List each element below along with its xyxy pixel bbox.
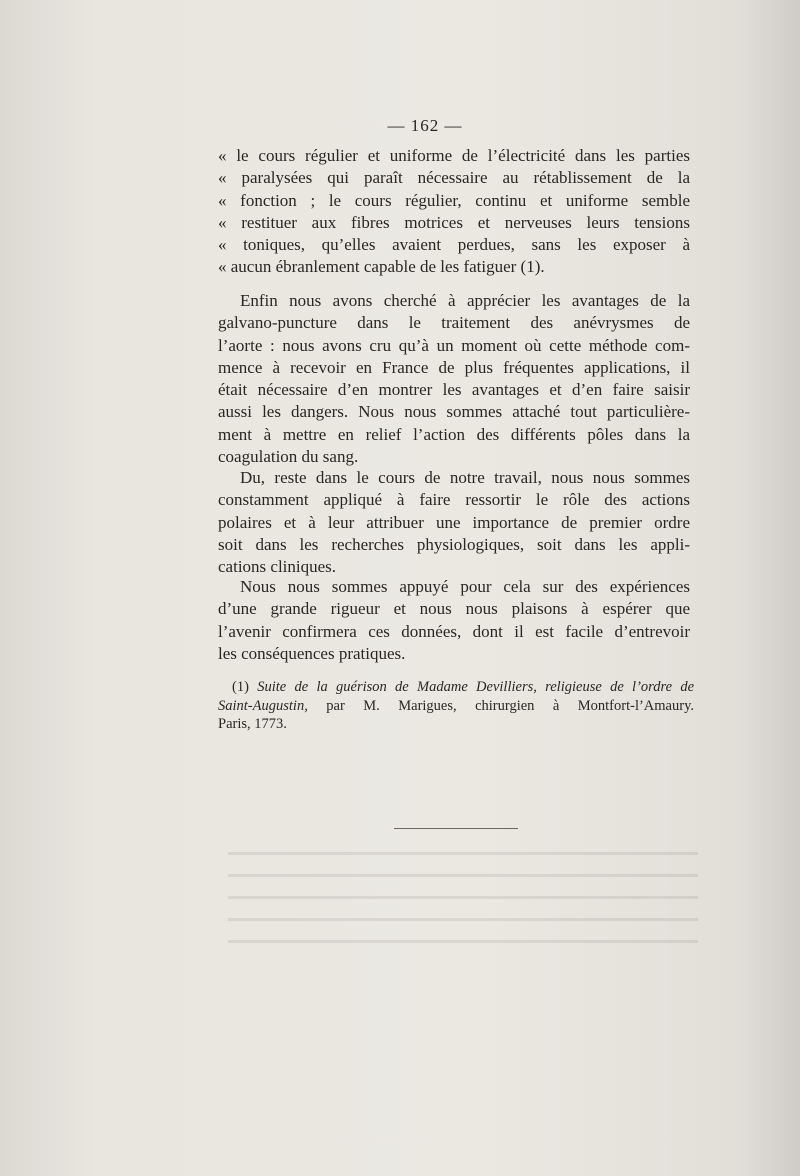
quote-line: « restituer aux fibres motrices et nerveuses leurs tensions [218, 212, 690, 232]
paragraph-line: était nécessaire d’en montrer les avantages et d’en faire saisir [218, 380, 690, 400]
quotation-block [218, 145, 690, 279]
page-number: — 162 — [387, 116, 463, 135]
paragraph-line: les conséquences pratiques. [218, 643, 406, 663]
paragraph-line: Du, reste dans le cours de notre travail, nous nous sommes [240, 468, 690, 487]
quote-line: « fonction ; le cours régulier, continu et uniforme semble [218, 190, 690, 210]
paragraph-line: polaires et à leur attribuer une importance de premier ordre [218, 512, 690, 532]
footnote-title: Suite de la guérison de Madame Devilliers, religieuse de l’ordre de [257, 679, 695, 695]
paragraph-line: l’avenir confirmera ces données, dont il est facile d’entrevoir [218, 621, 690, 641]
quote-line: « paralysées qui paraît nécessaire au rétablissement de la [218, 168, 690, 188]
paragraph-line: galvano-puncture dans le traitement des anévrysmes de [218, 313, 690, 333]
footnote-line-3 [218, 715, 694, 734]
paragraph-line: Nous nous sommes appuyé pour cela sur des expériences [240, 577, 690, 596]
paragraph-line: soit dans les recherches physiologiques, soit dans les appli- [218, 534, 690, 554]
paragraph-line: d’une grande rigueur et nous nous plaisons à espérer que [218, 599, 690, 619]
paragraph-conclusion [218, 576, 690, 665]
end-rule [394, 828, 518, 829]
paragraph-line: mence à recevoir en France de plus fréquentes applications, il [218, 357, 690, 377]
paragraph-line: constamment appliqué à faire ressortir le rôle des actions [218, 490, 690, 510]
paragraph-line: l’aorte : nous avons cru qu’à un moment où cette méthode com- [218, 335, 690, 355]
footnote-place-date: Paris, 1773. [218, 716, 287, 733]
footnote-marker: (1) [232, 679, 249, 695]
quote-line: « aucun ébranlement capable de les fatiguer (1). [218, 257, 545, 277]
paragraph-line: Enfin nous avons cherché à apprécier les avantages de la [240, 291, 690, 310]
footnote-line-1 [218, 678, 694, 697]
paragraph-polar-actions [218, 467, 690, 578]
bleed-through-texture [228, 838, 698, 958]
footnote-line-2 [218, 697, 694, 716]
paragraph-line: aussi les dangers. Nous nous sommes attaché tout particulière- [218, 402, 690, 422]
footnote [218, 678, 694, 734]
footnote-author: par M. Marigues, chirurgien à Montfort-l’Amaury. [326, 697, 694, 714]
paragraph-galvano-puncture [218, 290, 690, 468]
quote-line: « le cours régulier et uniforme de l’électricité dans les parties [218, 146, 690, 165]
quote-line: « toniques, qu’elles avaient perdues, sans les exposer à [218, 235, 690, 255]
paragraph-line: cations cliniques. [218, 557, 337, 577]
paragraph-line: coagulation du sang. [218, 447, 359, 467]
paragraph-line: ment à mettre en relief l’action des différents pôles dans la [218, 424, 690, 444]
footnote-title-continued: Saint-Augustin, [218, 697, 308, 714]
